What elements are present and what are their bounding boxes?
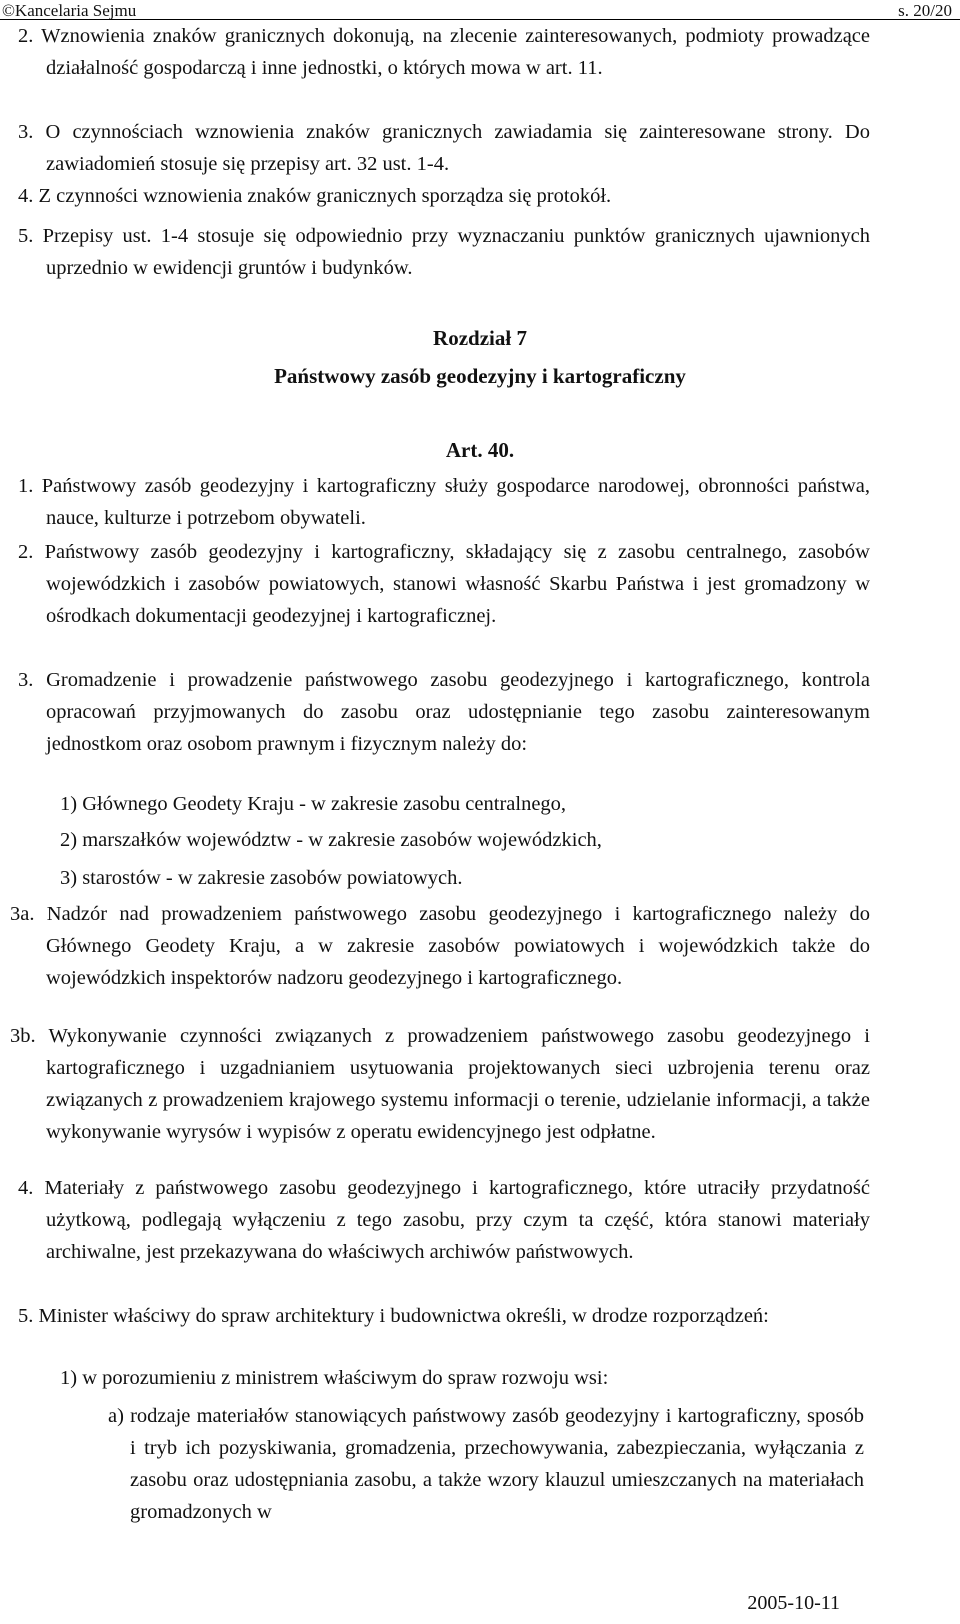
section-3-item-3: 3) starostów - w zakresie zasobów powiatowych. — [60, 867, 463, 889]
article-section-3a: 3a. Nadzór nad prowadzeniem państwowego zasobu geodezyjnego i kartograficznego należy do Głównego Geodety Kraju, a w zakresie zasobów powiatowych i wojewódzkich także do wojewódzkich inspektorów nadzoru geodezyjnego i kartograficznego. — [10, 903, 870, 989]
section-5-item-1: 1) w porozumieniu z ministrem właściwym do spraw rozwoju wsi: — [60, 1367, 609, 1389]
section-3-item-2: 2) marszałków województw - w zakresie zasobów wojewódzkich, — [60, 829, 602, 851]
page-header — [0, 0, 960, 20]
footer-date: 2005-10-11 — [747, 1592, 840, 1614]
article-section-4: 4. Materiały z państwowego zasobu geodezyjnego i kartograficznego, które utraciły przydatność użytkową, podlegają wyłączeniu z tego zasobu, przy czym ta część, która stanowi materiały archiwalne, jest przekazywana do właściwych archiwów państwowych. — [18, 1177, 870, 1263]
chapter-number: Rozdział 7 — [433, 326, 527, 350]
article-section-3b: 3b. Wykonywanie czynności związanych z prowadzeniem państwowego zasobu geodezyjnego i kartograficznego i uzgadnianiem usytuowania projektowanych sieci uzbrojenia terenu oraz związanych z prowadzeniem krajowego systemu informacji o terenie, udzielanie informacji, a także wykonywanie wyrysów i wypisów z operatu ewidencyjnego jest odpłatne. — [10, 1025, 870, 1143]
article-heading: Art. 40. — [445, 438, 515, 462]
paragraph-2: 2. Wznowienia znaków granicznych dokonują, na zlecenie zainteresowanych, podmioty prowadzące działalność gospodarczą i inne jednostki, o których mowa w art. 11. — [18, 25, 870, 79]
article-section-2: 2. Państwowy zasób geodezyjny i kartograficzny, składający się z zasobu centralnego, zasobów wojewódzkich i zasobów powiatowych, stanowi własność Skarbu Państwa i jest gromadzony w ośrodkach dokumentacji geodezyjnej i kartograficznej. — [18, 541, 870, 627]
paragraph-4: 4. Z czynności wznowienia znaków granicznych sporządza się protokół. — [18, 185, 612, 207]
header-page-number: s. 20/20 — [898, 1, 952, 20]
paragraph-3: 3. O czynnościach wznowienia znaków granicznych zawiadamia się zainteresowane strony. Do zawiadomień stosuje się przepisy art. 32 ust. 1-4. — [18, 121, 870, 175]
article-section-1: 1. Państwowy zasób geodezyjny i kartograficzny służy gospodarce narodowej, obronności państwa, nauce, kulturze i potrzebom obywateli. — [18, 475, 870, 529]
article-section-3: 3. Gromadzenie i prowadzenie państwowego zasobu geodezyjnego i kartograficznego, kontrola opracowań przyjmowanych do zasobu oraz udostępnianie tego zasobu zainteresowanym jednostkom oraz osobom prawnym i fizycznym należy do: — [18, 669, 870, 755]
paragraph-5: 5. Przepisy ust. 1-4 stosuje się odpowiednio przy wyznaczaniu punktów granicznych ujawnionych uprzednio w ewidencji gruntów i budynków. — [18, 225, 870, 279]
section-3-item-1: 1) Głównego Geodety Kraju - w zakresie zasobu centralnego, — [60, 793, 567, 815]
chapter-title: Państwowy zasób geodezyjny i kartograficzny — [274, 364, 686, 388]
article-section-5: 5. Minister właściwy do spraw architektury i budownictwa określi, w drodze rozporządzeń: — [18, 1305, 769, 1327]
section-5-item-1-a: a) rodzaje materiałów stanowiących państwowy zasób geodezyjny i kartograficzny, sposób i tryb ich pozyskiwania, gromadzenia, przechowywania, zabezpieczania, wyłączania z zasobu oraz udostępniania zasobu, a także wzory klauzul umieszczanych na materiałach gromadzonych w — [108, 1405, 864, 1523]
header-copyright: ©Kancelaria Sejmu — [2, 1, 137, 20]
